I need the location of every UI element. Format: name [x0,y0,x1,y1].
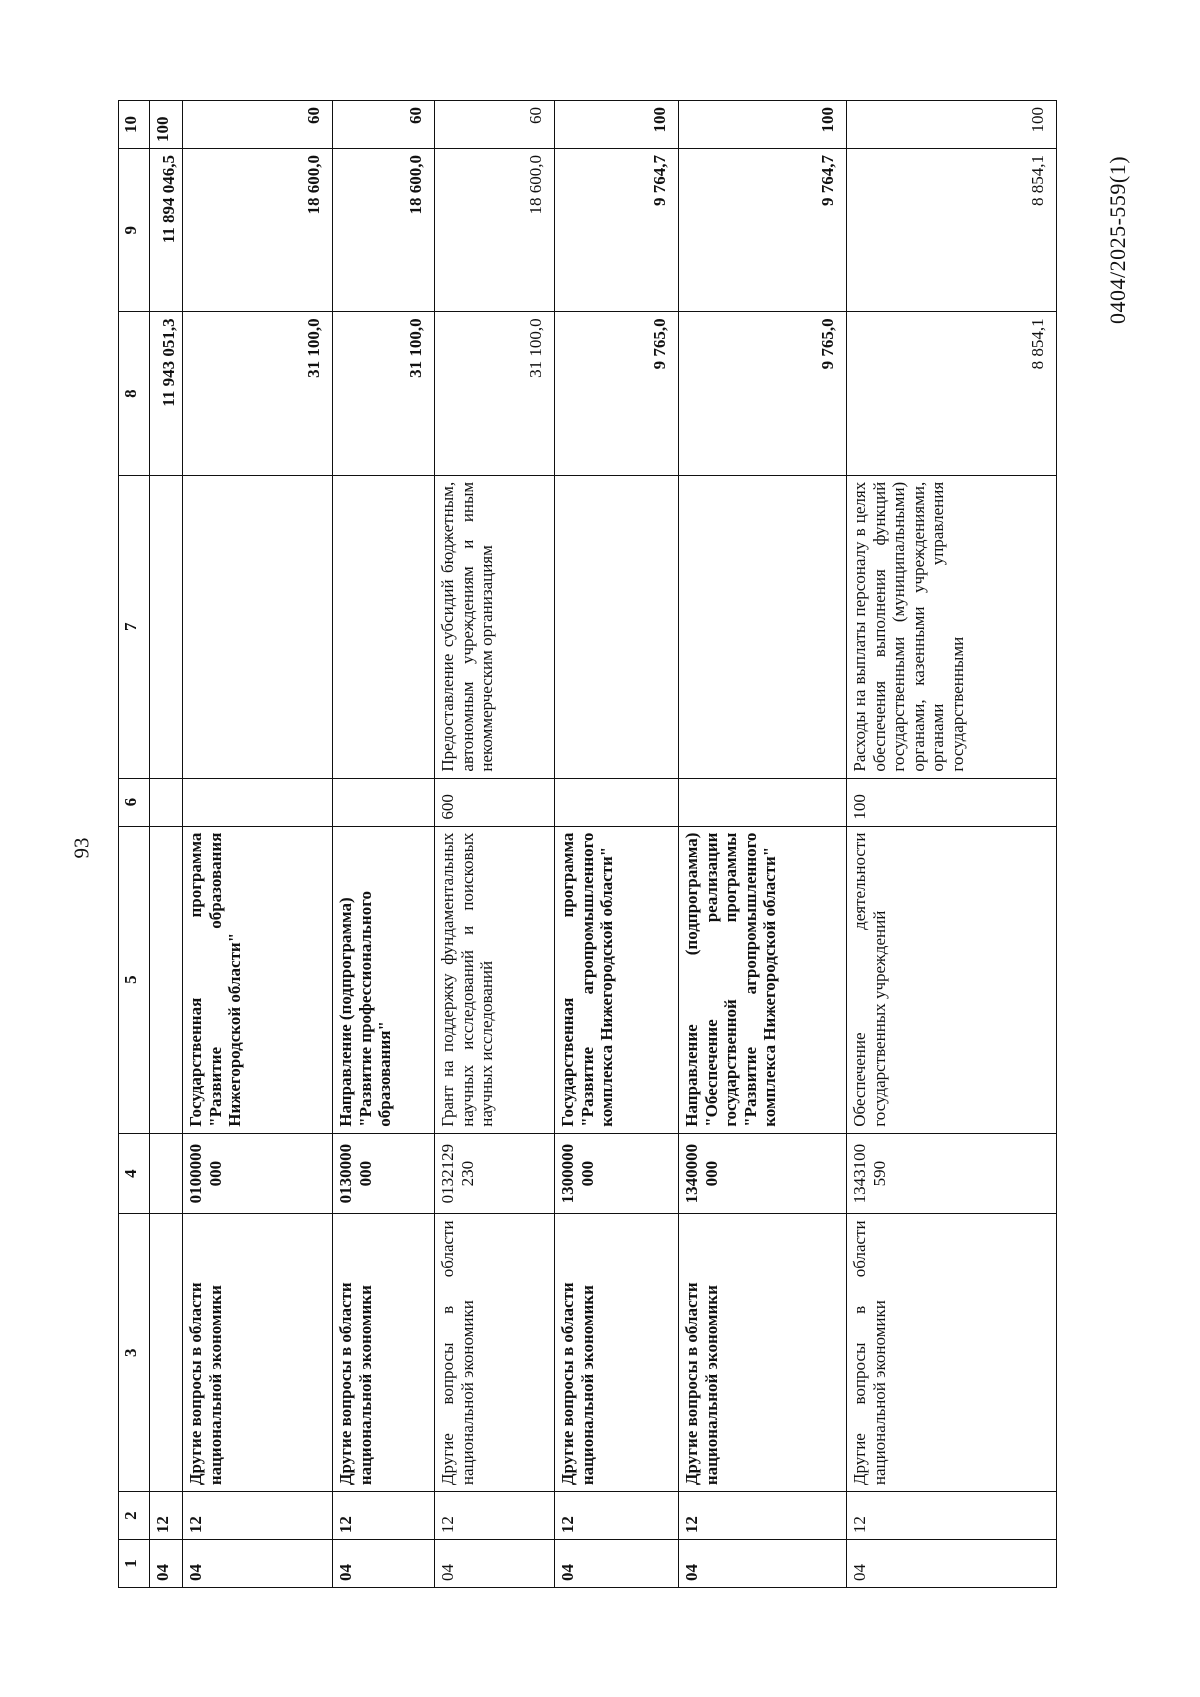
cell-expense-name [333,475,435,778]
cell-planned: 31 100,0 [333,312,435,475]
cell-executed: 9 764,7 [679,148,847,311]
page-number: 93 [69,837,94,859]
cell-percent: 60 [183,101,333,149]
header-cell: 3 [119,1214,150,1492]
cell-target-code: 1340000 000 [679,1133,847,1214]
cell-planned: 8 854,1 [847,312,1057,475]
table-row [847,101,1057,1588]
cell-target-code: 0130000 000 [333,1133,435,1214]
cell-expense-type [183,778,333,826]
cell-section-name [150,1214,183,1492]
cell-section: 04 [333,1540,435,1588]
cell-executed: 11 894 046,5 [150,148,183,311]
cell-expense-name: Расходы на выплаты персоналу в целях обеспечения выполнения функций государственными (муниципальными) органами, казенными учреждениями, органами управления государственными [847,475,1057,778]
cell-section: 04 [679,1540,847,1588]
header-cell: 6 [119,778,150,826]
cell-executed: 18 600,0 [333,148,435,311]
cell-target-code: 1300000 000 [555,1133,679,1214]
cell-section-name: Другие вопросы в области национальной экономики [183,1214,333,1492]
cell-target-code: 1343100 590 [847,1133,1057,1214]
header-cell: 7 [119,475,150,778]
cell-expense-type: 100 [847,778,1057,826]
cell-planned: 9 765,0 [679,312,847,475]
cell-target-name [150,826,183,1133]
cell-planned: 31 100,0 [183,312,333,475]
cell-target-code: 0132129 230 [435,1133,555,1214]
cell-percent: 100 [555,101,679,149]
budget-table [118,100,1057,1588]
cell-expense-type: 600 [435,778,555,826]
document-code: 0404/2025-559(1) [1105,155,1130,325]
cell-section-name: Другие вопросы в области национальной экономики [555,1214,679,1492]
cell-target-code [150,1133,183,1214]
header-cell: 10 [119,101,150,149]
cell-executed: 8 854,1 [847,148,1057,311]
cell-target-name: Государственная программа "Развитие агропромышленного комплекса Нижегородской области" [555,826,679,1133]
cell-subsection: 12 [555,1492,679,1540]
cell-percent: 60 [333,101,435,149]
cell-percent: 100 [679,101,847,149]
header-cell: 2 [119,1492,150,1540]
cell-expense-type [679,778,847,826]
table-row [435,101,555,1588]
header-cell: 9 [119,148,150,311]
cell-target-code: 0100000 000 [183,1133,333,1214]
cell-target-name: Направление (подпрограмма) "Обеспечение реализации государственной программы "Развитие агропромышленного комплекса Нижегородской области" [679,826,847,1133]
header-cell: 4 [119,1133,150,1214]
table-row [183,101,333,1588]
cell-target-name: Государственная программа "Развитие образования Нижегородской области" [183,826,333,1133]
header-cell: 5 [119,826,150,1133]
cell-target-name: Грант на поддержку фундаментальных научных исследований и поисковых научных исследований [435,826,555,1133]
cell-section: 04 [555,1540,679,1588]
cell-subsection: 12 [183,1492,333,1540]
cell-section: 04 [847,1540,1057,1588]
cell-expense-name [150,475,183,778]
cell-subsection: 12 [150,1492,183,1540]
cell-percent: 100 [847,101,1057,149]
cell-planned: 9 765,0 [555,312,679,475]
cell-expense-type [333,778,435,826]
budget-table-rotated [118,100,1068,1588]
cell-percent: 60 [435,101,555,149]
cell-percent: 100 [150,101,183,149]
cell-executed: 18 600,0 [183,148,333,311]
cell-expense-name [679,475,847,778]
cell-planned: 11 943 051,3 [150,312,183,475]
table-row-total [150,101,183,1588]
cell-expense-name [555,475,679,778]
cell-subsection: 12 [679,1492,847,1540]
cell-section-name: Другие вопросы в области национальной экономики [435,1214,555,1492]
table-row [555,101,679,1588]
cell-subsection: 12 [847,1492,1057,1540]
cell-expense-name [183,475,333,778]
table-row [333,101,435,1588]
table-row [679,101,847,1588]
cell-subsection: 12 [333,1492,435,1540]
cell-target-name: Направление (подпрограмма) "Развитие профессионального образования" [333,826,435,1133]
cell-expense-type [150,778,183,826]
cell-section-name: Другие вопросы в области национальной экономики [333,1214,435,1492]
header-cell: 8 [119,312,150,475]
header-cell: 1 [119,1540,150,1588]
cell-planned: 31 100,0 [435,312,555,475]
cell-target-name: Обеспечение деятельности государственных учреждений [847,826,1057,1133]
cell-expense-name: Предоставление субсидий бюджетным, автономным учреждениям и иным некоммерческим организациям [435,475,555,778]
cell-section-name: Другие вопросы в области национальной экономики [847,1214,1057,1492]
cell-executed: 18 600,0 [435,148,555,311]
cell-expense-type [555,778,679,826]
cell-executed: 9 764,7 [555,148,679,311]
cell-section-name: Другие вопросы в области национальной экономики [679,1214,847,1492]
cell-subsection: 12 [435,1492,555,1540]
header-row [119,101,150,1588]
cell-section: 04 [183,1540,333,1588]
cell-section: 04 [150,1540,183,1588]
cell-section: 04 [435,1540,555,1588]
